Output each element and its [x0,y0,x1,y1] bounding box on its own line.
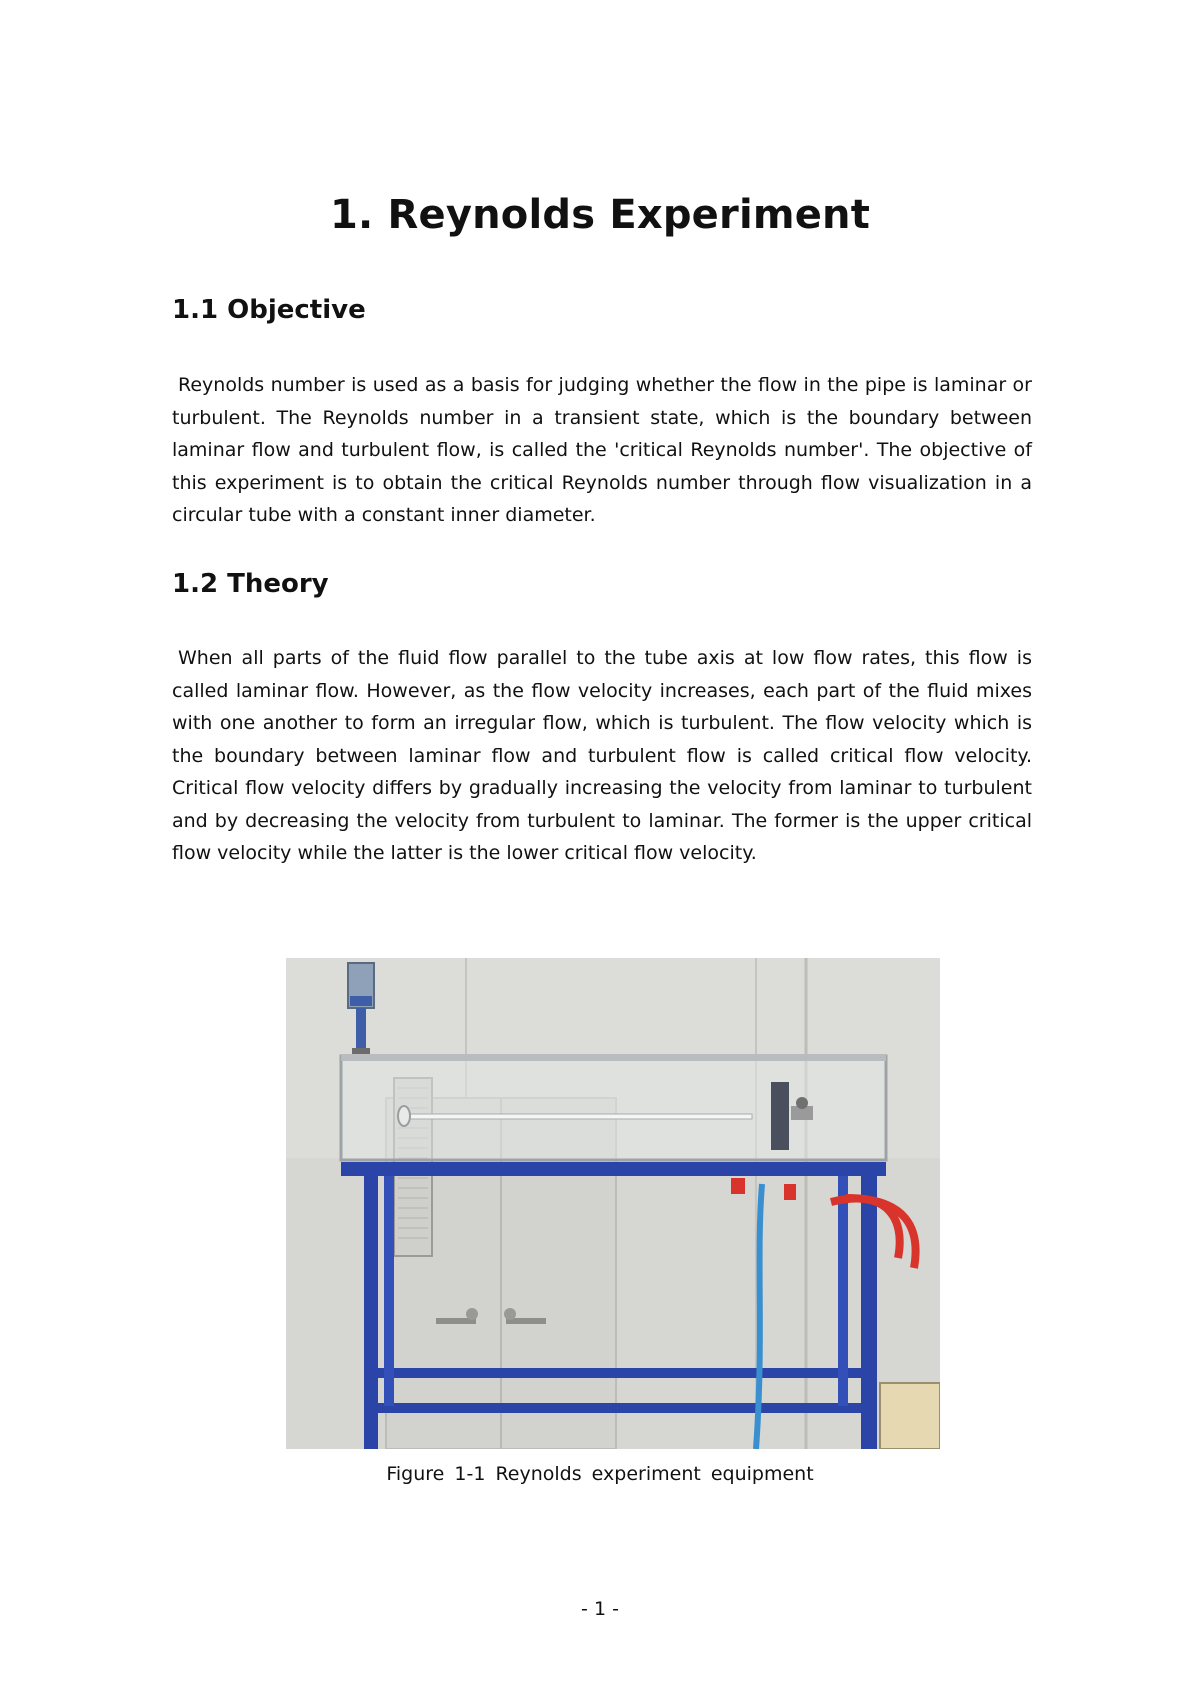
section-heading-theory: 1.2 Theory [172,569,329,599]
objective-paragraph: Reynolds number is used as a basis for judging whether the flow in the pipe is laminar or turbulent. The Reynolds number in a transient state, which is the boundary between laminar flow and turbulent flow, is called the 'critical Reynolds number'. The objective of this experiment is to obtain the critical Reynolds number through flow visualization in a circular tube with a constant inner diameter. [172,374,1032,526]
reynolds-apparatus-photo [286,958,940,1449]
page-number: - 1 - [581,1598,619,1620]
figure-caption: Figure 1-1 Reynolds experiment equipment [386,1463,814,1485]
apparatus-illustration [286,958,940,1449]
theory-paragraph: When all parts of the fluid flow parallel to the tube axis at low flow rates, this flow is called laminar flow. However, as the flow velocity increases, each part of the fluid mixes with one another to form an irregular flow, which is turbulent. The flow velocity which is the boundary between laminar flow and turbulent flow is called critical flow velocity. Critical flow velocity differs by gradually increasing the velocity from laminar to turbulent and by decreasing the velocity from turbulent to laminar. The former is the upper critical flow velocity while the latter is the lower critical flow velocity. [172,647,1032,864]
document-title: 1. Reynolds Experiment [329,192,871,238]
section-heading-objective: 1.1 Objective [172,295,366,325]
